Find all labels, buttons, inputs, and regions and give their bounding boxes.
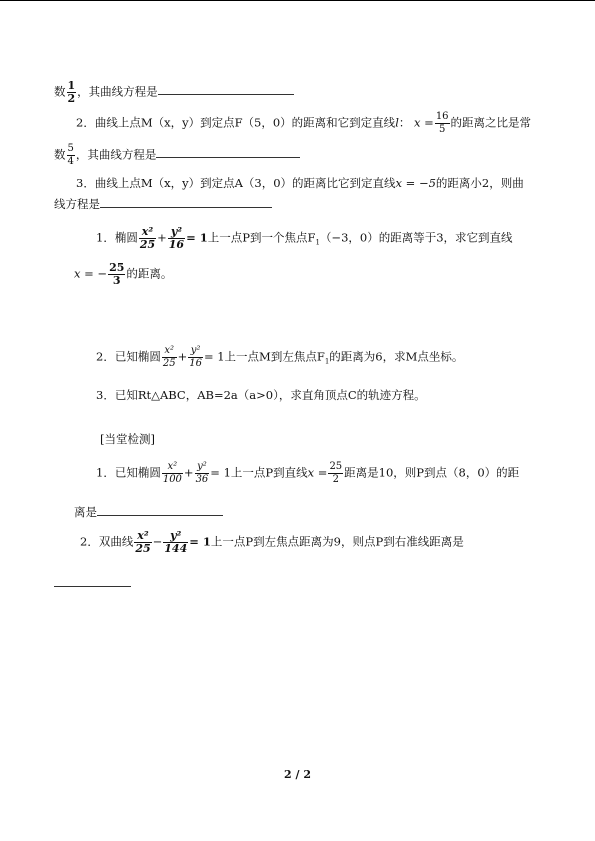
text: 距离是10，则P到点（8，0）的距 — [344, 465, 520, 480]
text: 数 — [54, 84, 66, 99]
subscript: 1 — [324, 357, 330, 366]
problem-3-line2 — [54, 199, 272, 211]
equals: = 1 — [203, 349, 225, 364]
answer-blank[interactable] — [100, 207, 272, 208]
text: 的距离为6，求M点坐标。 — [329, 349, 464, 364]
text: 1．椭圆 — [96, 230, 138, 245]
text: 上一点P到直线 — [230, 465, 308, 480]
operator: + — [177, 349, 188, 364]
text: （−3，0）的距离等于3，求它到直线 — [319, 230, 513, 245]
fraction: $\frac{1}{2}$ — [67, 79, 76, 105]
operator: + — [157, 230, 167, 245]
example-2 — [96, 346, 463, 369]
fraction-y: $\frac{\text{y²}}{16}$ — [168, 225, 185, 251]
line-label: l — [395, 115, 399, 130]
text: 上一点P到左焦点距离为9，则点P到右准线距离是 — [210, 534, 464, 549]
text: 的距离之比是常 — [450, 115, 532, 130]
equation: x = — [414, 115, 434, 130]
operator: − — [152, 534, 163, 549]
answer-blank[interactable] — [54, 586, 131, 587]
operator: + — [183, 465, 194, 480]
example-1 — [96, 226, 513, 251]
fraction-x: $\frac{\text{x²}}{25}$ — [162, 345, 176, 369]
text: 线方程是 — [54, 197, 100, 211]
text: 离是 — [74, 505, 97, 519]
fraction-x: $\frac{\text{x²}}{100}$ — [162, 461, 182, 485]
text: ，其曲线方程是 — [77, 84, 158, 99]
problem-line — [54, 80, 294, 105]
fraction-y: $\frac{\text{y²}}{36}$ — [195, 461, 209, 485]
fraction: $\frac{16}{5}$ — [435, 111, 449, 135]
text: 2．双曲线 — [80, 534, 134, 549]
fraction: $\frac{25}{2}$ — [329, 461, 343, 485]
equation: x = − — [74, 266, 108, 281]
text: 的距离。 — [126, 266, 173, 281]
text: [当堂检测] — [100, 432, 155, 446]
text: 上一点P到一个焦点F — [207, 230, 316, 245]
example-1-line2 — [74, 262, 172, 287]
example-3 — [96, 390, 426, 402]
problem-2 — [76, 112, 531, 135]
answer-blank[interactable] — [156, 157, 300, 158]
problem-2-line2 — [54, 144, 300, 167]
text: 上一点M到左焦点F — [224, 349, 325, 364]
text: ： — [398, 115, 411, 130]
text: 2．已知椭圆 — [96, 349, 161, 364]
equation: x = — [307, 465, 328, 480]
top-border — [0, 0, 595, 1]
fraction-y: $\frac{\text{y²}}{16}$ — [189, 345, 202, 369]
answer-blank[interactable] — [97, 515, 223, 516]
answer-blank[interactable] — [158, 94, 294, 95]
page-number: 2 / 2 — [284, 768, 311, 781]
fraction-x: $\frac{\text{x²}}{25}$ — [135, 529, 151, 555]
fraction-x: $\frac{\text{x²}}{25}$ — [139, 225, 156, 251]
test-2-line2 — [54, 578, 131, 590]
problem-3 — [76, 178, 524, 190]
subscript: 1 — [315, 238, 320, 247]
fraction: $\frac{25}{3}$ — [109, 261, 125, 287]
text: 的距离小2，则曲 — [435, 176, 524, 190]
fraction: $\frac{5}{4}$ — [67, 143, 74, 167]
test-1-line2 — [74, 507, 223, 519]
equals: = 1 — [189, 534, 211, 549]
text: 2．曲线上点M（x，y）到定点F（5，0）的距离和它到定直线 — [76, 115, 396, 130]
test-2 — [80, 530, 464, 555]
equation: x = −5 — [395, 176, 436, 190]
text: 3．已知Rt△ABC，AB=2a（a>0），求直角顶点C的轨迹方程。 — [96, 388, 426, 402]
text: 1．已知椭圆 — [96, 465, 161, 480]
section-title — [100, 434, 155, 446]
equals: = 1 — [210, 465, 231, 480]
text: ，其曲线方程是 — [75, 147, 157, 162]
text: 3．曲线上点M（x，y）到定点A（3，0）的距离比它到定直线 — [76, 176, 396, 190]
text: 数 — [54, 147, 66, 162]
fraction-y: $\frac{\text{y²}}{144}$ — [164, 529, 188, 555]
test-1 — [96, 462, 519, 485]
equals: = 1 — [186, 230, 208, 245]
